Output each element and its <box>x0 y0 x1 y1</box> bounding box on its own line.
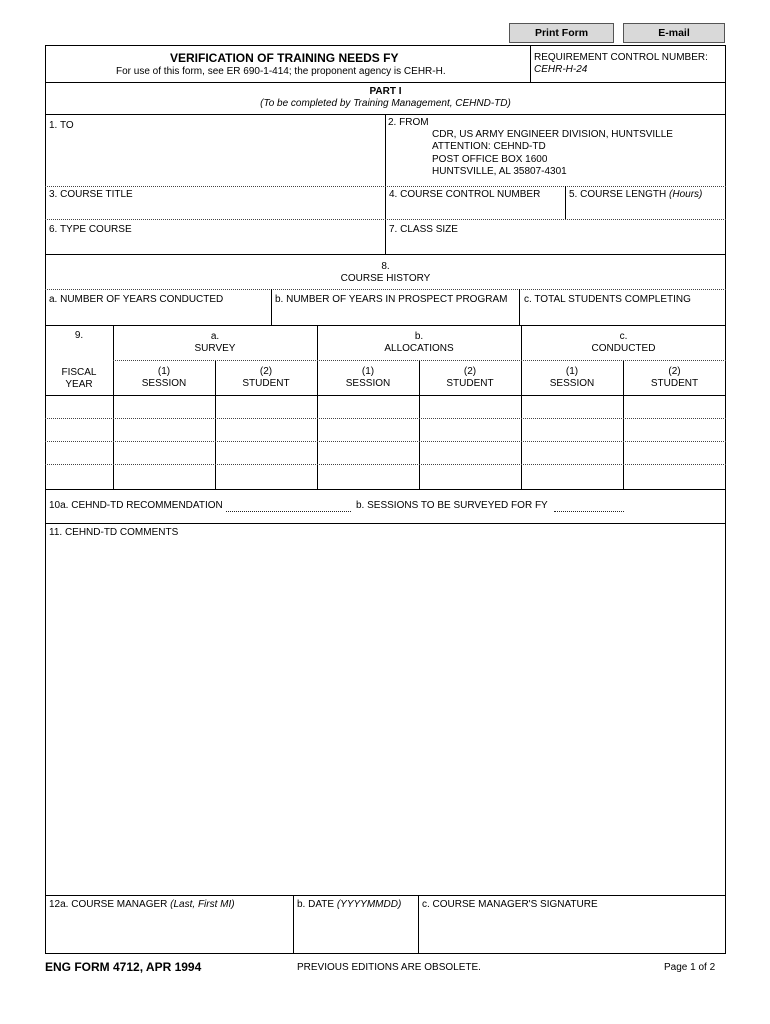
table-cell-input[interactable] <box>116 444 216 463</box>
alloc-student-label: STUDENT <box>446 378 494 389</box>
to-input[interactable] <box>50 134 384 188</box>
table-cell-input[interactable] <box>116 398 216 417</box>
survey-student-label: STUDENT <box>242 378 290 389</box>
table-cell-input[interactable] <box>320 421 420 440</box>
signature-field[interactable] <box>423 915 721 949</box>
course-control-number-label: 4. COURSE CONTROL NUMBER <box>389 189 541 200</box>
part-subtitle: (To be completed by Training Management, CEHND-TD) <box>260 98 511 109</box>
cond-session-label: SESSION <box>549 378 595 389</box>
course-control-number-input[interactable] <box>390 202 564 220</box>
type-course-label: 6. TYPE COURSE <box>49 224 132 235</box>
table-cell-input[interactable] <box>218 398 318 417</box>
table-cell-input[interactable] <box>116 421 216 440</box>
table-cell-input[interactable] <box>320 467 420 488</box>
fiscal-year-cell[interactable] <box>48 398 114 417</box>
table-cell-input[interactable] <box>422 467 522 488</box>
table-cell-input[interactable] <box>626 421 727 440</box>
course-length-label: 5. COURSE LENGTH (Hours) <box>569 189 703 200</box>
total-students-input[interactable] <box>524 307 724 325</box>
fiscal-year-cell[interactable] <box>48 467 114 488</box>
conducted-header: CONDUCTED <box>591 343 656 354</box>
course-manager-label: 12a. COURSE MANAGER (Last, First MI) <box>49 899 235 910</box>
course-length-input[interactable] <box>570 202 724 220</box>
from-label: 2. FROM <box>388 117 429 128</box>
table-cell-input[interactable] <box>218 467 318 488</box>
recommendation-label: 10a. CEHND-TD RECOMMENDATION <box>49 500 223 511</box>
total-students-label: c. TOTAL STUDENTS COMPLETING <box>524 294 691 305</box>
date-label: b. DATE (YYYYMMDD) <box>297 899 402 910</box>
alloc-session-label: SESSION <box>345 378 391 389</box>
years-prospect-label: b. NUMBER OF YEARS IN PROSPECT PROGRAM <box>275 294 508 305</box>
table-cell-input[interactable] <box>626 467 727 488</box>
years-prospect-input[interactable] <box>276 307 518 325</box>
signature-label: c. COURSE MANAGER'S SIGNATURE <box>422 899 598 910</box>
comments-input[interactable] <box>50 542 724 896</box>
history-title: COURSE HISTORY <box>340 273 431 284</box>
email-button[interactable]: E-mail <box>623 23 725 43</box>
table-cell-input[interactable] <box>524 421 624 440</box>
table-cell-input[interactable] <box>524 467 624 488</box>
type-course-input[interactable] <box>50 237 384 255</box>
obsolete-notice: PREVIOUS EDITIONS ARE OBSOLETE. <box>297 962 481 973</box>
rcn-label: REQUIREMENT CONTROL NUMBER: <box>534 52 708 63</box>
allocations-header: ALLOCATIONS <box>384 343 454 354</box>
form-title: VERIFICATION OF TRAINING NEEDS FY <box>170 51 399 65</box>
conducted-letter: c. <box>619 331 628 342</box>
survey-header: SURVEY <box>194 343 236 354</box>
table-cell-input[interactable] <box>320 398 420 417</box>
to-label: 1. TO <box>49 120 74 131</box>
years-conducted-label: a. NUMBER OF YEARS CONDUCTED <box>49 294 224 305</box>
fiscal-label: FISCAL <box>61 367 97 378</box>
table-cell-input[interactable] <box>116 467 216 488</box>
history-number: 8. <box>381 261 390 272</box>
rcn-value: CEHR-H-24 <box>534 64 588 75</box>
survey-student-num: (2) <box>259 366 273 377</box>
page-indicator: Page 1 of 2 <box>664 962 716 973</box>
cond-student-num: (2) <box>668 366 681 377</box>
year-label: YEAR <box>65 379 93 390</box>
table-cell-input[interactable] <box>626 444 727 463</box>
fiscal-year-cell[interactable] <box>48 444 114 463</box>
table-cell-input[interactable] <box>218 444 318 463</box>
course-title-input[interactable] <box>50 202 384 220</box>
from-address-line-3: POST OFFICE BOX 1600 <box>432 154 548 165</box>
survey-session-label: SESSION <box>141 378 187 389</box>
fy-input[interactable] <box>412 49 526 67</box>
class-size-input[interactable] <box>390 237 724 255</box>
fiscal-year-cell[interactable] <box>48 421 114 440</box>
table-cell-input[interactable] <box>524 444 624 463</box>
print-form-button[interactable]: Print Form <box>509 23 614 43</box>
table-cell-input[interactable] <box>626 398 727 417</box>
form-number: ENG FORM 4712, APR 1994 <box>45 960 202 974</box>
form-subtitle: For use of this form, see ER 690-1-414; the proponent agency is CEHR-H. <box>116 66 446 77</box>
sessions-surveyed-label: b. SESSIONS TO BE SURVEYED FOR FY <box>356 500 548 511</box>
years-conducted-input[interactable] <box>50 307 269 325</box>
cond-session-num: (1) <box>565 366 579 377</box>
alloc-student-num: (2) <box>463 366 477 377</box>
survey-letter: a. <box>210 331 220 342</box>
course-title-label: 3. COURSE TITLE <box>49 189 133 200</box>
course-manager-input[interactable] <box>50 915 292 951</box>
survey-session-num: (1) <box>157 366 171 377</box>
part-title: PART I <box>369 86 402 97</box>
table-cell-input[interactable] <box>422 421 522 440</box>
table-cell-input[interactable] <box>524 398 624 417</box>
table-cell-input[interactable] <box>320 444 420 463</box>
from-address-line-4: HUNTSVILLE, AL 35807-4301 <box>432 166 567 177</box>
cond-student-label: STUDENT <box>650 378 699 389</box>
allocations-letter: b. <box>414 331 424 342</box>
date-input[interactable] <box>298 915 416 951</box>
table-cell-input[interactable] <box>218 421 318 440</box>
class-size-label: 7. CLASS SIZE <box>389 224 458 235</box>
from-address-line-2: ATTENTION: CEHND-TD <box>432 141 546 152</box>
table-cell-input[interactable] <box>422 398 522 417</box>
from-address-line-1: CDR, US ARMY ENGINEER DIVISION, HUNTSVILLE <box>432 129 673 140</box>
comments-label: 11. CEHND-TD COMMENTS <box>49 527 179 538</box>
alloc-session-num: (1) <box>361 366 375 377</box>
table-number: 9. <box>74 330 84 341</box>
table-cell-input[interactable] <box>422 444 522 463</box>
